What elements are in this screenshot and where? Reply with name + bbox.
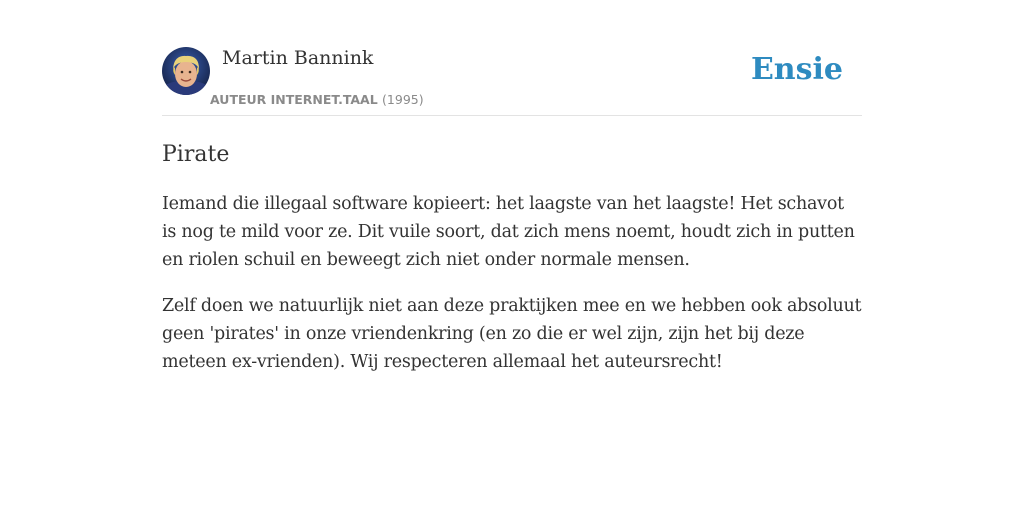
author-avatar[interactable] bbox=[162, 47, 210, 95]
brand-logo[interactable]: Ensie bbox=[750, 52, 843, 87]
entry-title: Pirate bbox=[162, 142, 230, 167]
entry-body bbox=[162, 190, 862, 376]
author-role: AUTEUR INTERNET.TAAL bbox=[210, 92, 378, 107]
entry-paragraph: Iemand die illegaal software kopieert: het laagste van het laagste! Het schavot is nog te mild voor ze. Dit vuile soort, dat zich mens noemt, houdt zich in putten en riolen schuil en beweegt zich niet onder normale mensen. bbox=[162, 194, 855, 270]
author-photo-icon bbox=[162, 47, 210, 95]
entry-paragraph: Zelf doen we natuurlijk niet aan deze praktijken mee en we hebben ook absoluut geen 'pirates' in onze vriendenkring (en zo die er wel zijn, zijn het bij deze meteen ex-vrienden). Wij respecteren allemaal het auteursrecht! bbox=[162, 296, 862, 372]
entry-card bbox=[162, 46, 862, 394]
entry-header bbox=[162, 46, 862, 116]
author-year: (1995) bbox=[382, 92, 424, 107]
author-description bbox=[210, 92, 424, 108]
author-name[interactable]: Martin Bannink bbox=[222, 47, 374, 69]
